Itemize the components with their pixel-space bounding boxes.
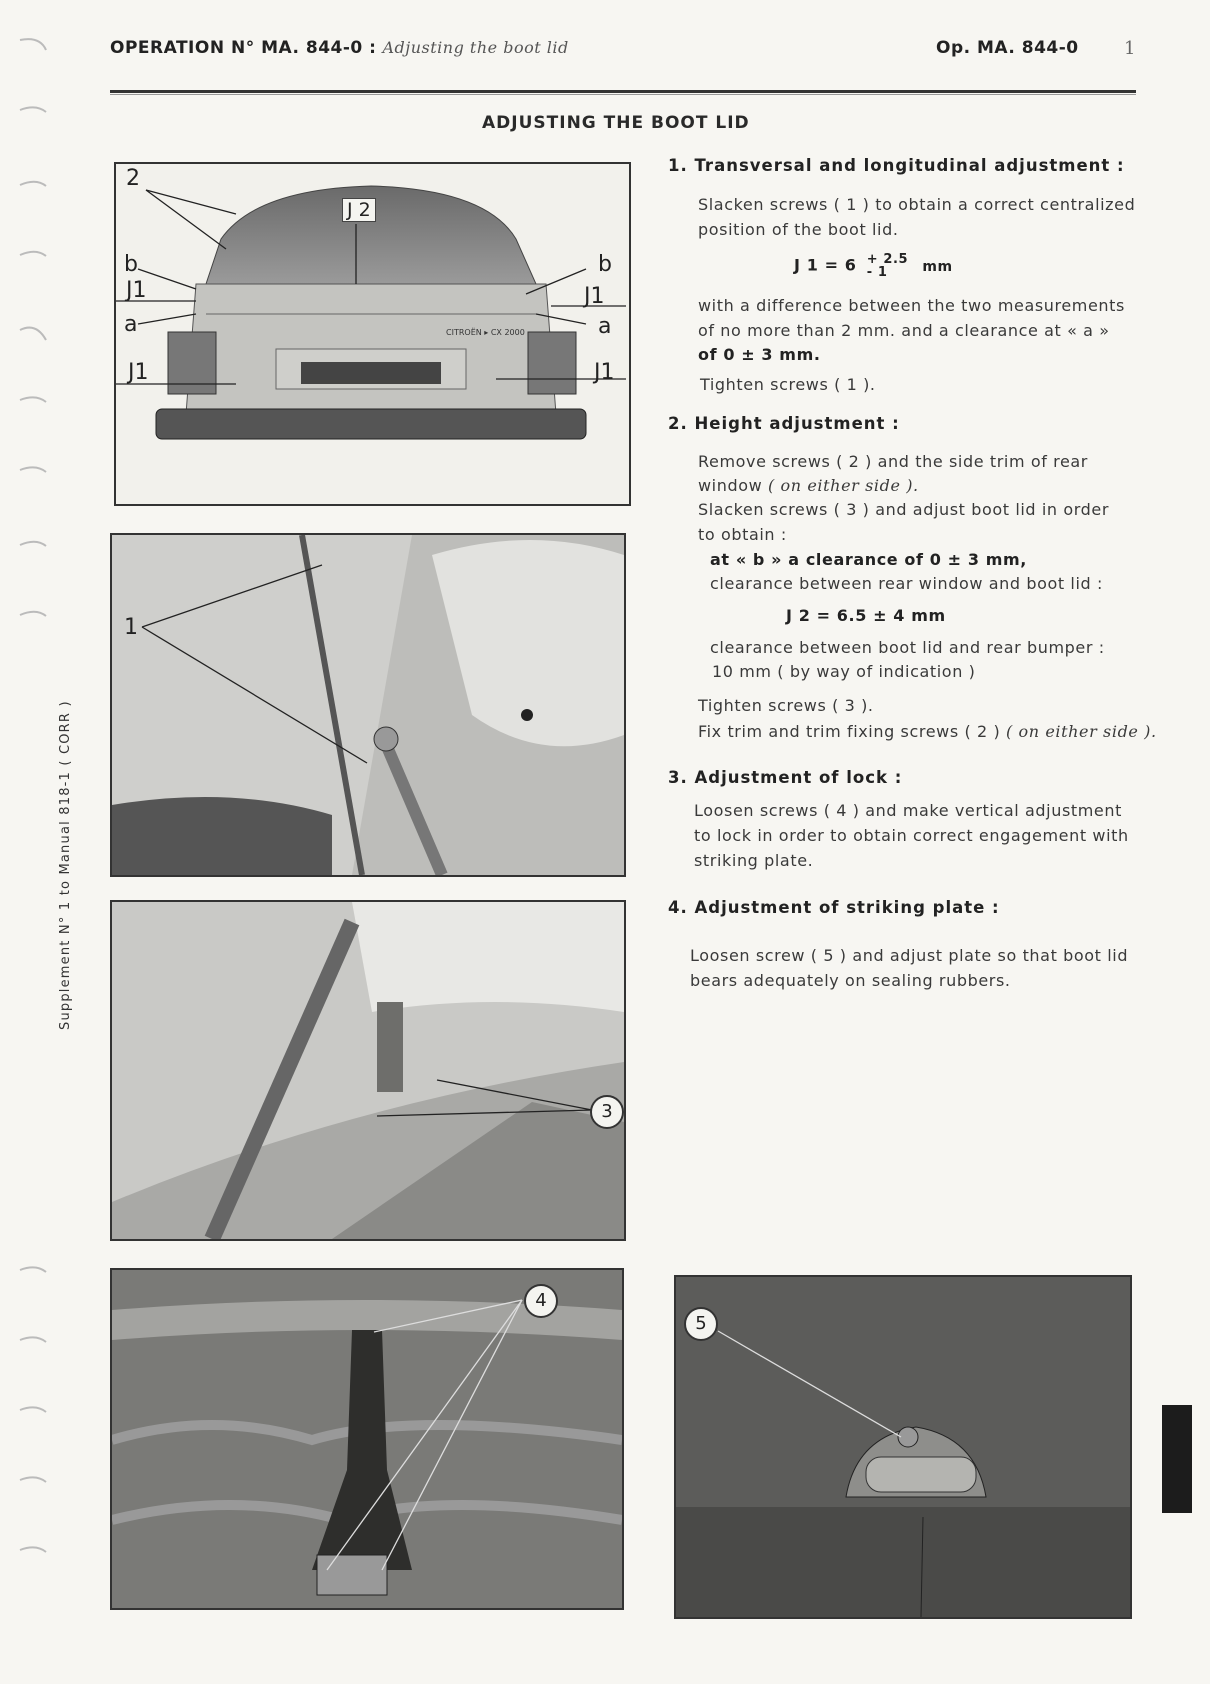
formula-j1 — [794, 253, 953, 279]
figure-lid-screws — [110, 900, 626, 1241]
figure-striking-plate — [674, 1275, 1132, 1619]
figure-car-rear — [114, 162, 631, 506]
section-3 — [668, 768, 902, 787]
car-badge: CITROËN ▸ CX 2000 — [446, 328, 525, 337]
section-1-heading: 1. Transversal and longitudinal adjustment : — [668, 156, 1125, 175]
section-2-p4-either-side: ( on either side ). — [1005, 722, 1157, 741]
header-rule — [110, 90, 1136, 93]
header-operation — [110, 38, 569, 58]
section-2-p4-text: Fix trim and trim fixing screws ( 2 ) — [698, 722, 1001, 741]
section-1-p1: Slacken screws ( 1 ) to obtain a correct centralized position of the boot lid. — [698, 195, 1136, 239]
label-j1-right-top: J1 — [584, 284, 605, 309]
section-4 — [668, 898, 1000, 917]
section-1-p4: Tighten screws ( 1 ). — [700, 375, 876, 394]
label-b-left: b — [124, 252, 138, 277]
label-a-left: a — [124, 312, 138, 337]
section-2-bullet-b: at « b » a clearance of 0 ± 3 mm, — [710, 550, 1027, 569]
page-title: ADJUSTING THE BOOT LID — [482, 113, 750, 133]
section-2-p4 — [698, 722, 1157, 741]
section-2-p2: Slacken screws ( 3 ) and adjust boot lid in order to obtain : — [698, 500, 1109, 544]
header-rule-thin — [110, 94, 1136, 95]
page-number: 1 — [1124, 38, 1136, 59]
label-4: 4 — [524, 1284, 558, 1318]
label-b-right: b — [598, 252, 612, 277]
formula-j1-unit: mm — [922, 258, 953, 275]
section-2-p1-window: window — [698, 476, 763, 495]
section-1-p2: with a difference between the two measurements of no more than 2 mm. and a clearance at « a » — [698, 296, 1125, 340]
label-5: 5 — [684, 1307, 718, 1341]
lid-strut-illustration — [112, 902, 624, 1239]
section-4-heading: 4. Adjustment of striking plate : — [668, 898, 1000, 917]
section-3-p1: Loosen screws ( 4 ) and make vertical adjustment to lock in order to obtain correct engagement with striking plate. — [694, 801, 1129, 870]
formula-j1-sup: + 2.5 — [866, 252, 909, 267]
operation-subtitle: Adjusting the boot lid — [382, 38, 569, 57]
label-j1-left-top: J1 — [126, 278, 147, 303]
formula-j1-sub: - 1 — [866, 265, 888, 280]
label-a-right: a — [598, 314, 612, 339]
hinge-illustration — [112, 535, 624, 875]
section-2-p1-either-side: ( on either side ). — [768, 476, 919, 495]
section-4-p1: Loosen screw ( 5 ) and adjust plate so that boot lid bears adequately on sealing rubbers. — [690, 946, 1129, 990]
section-2-bullet-bumper-value: 10 mm ( by way of indication ) — [712, 662, 976, 681]
formula-j1-lhs: J 1 = 6 — [794, 255, 857, 275]
section-2 — [668, 414, 900, 433]
section-2-heading: 2. Height adjustment : — [668, 414, 900, 433]
operation-number: OPERATION N° MA. 844-0 : — [110, 38, 377, 58]
section-2-bullet-j2: clearance between rear window and boot lid : — [710, 574, 1103, 593]
margin-note: Supplement N° 1 to Manual 818-1 ( CORR ) — [58, 700, 73, 1030]
label-j2: J 2 — [342, 198, 376, 222]
lock-illustration — [112, 1270, 622, 1608]
label-1: 1 — [124, 615, 138, 640]
binder-marks — [0, 0, 60, 1684]
formula-j2: J 2 = 6.5 ± 4 mm — [786, 606, 946, 625]
section-1-p3: of 0 ± 3 mm. — [698, 345, 821, 364]
figure-hinge-screws — [110, 533, 626, 877]
operation-reference: Op. MA. 844-0 — [936, 38, 1079, 58]
label-j1-left-bottom: J1 — [128, 360, 149, 385]
section-2-p1: Remove screws ( 2 ) and the side trim of rear — [698, 452, 1088, 471]
section-2-p1-line2 — [698, 476, 919, 495]
label-3: 3 — [590, 1095, 624, 1129]
section-3-heading: 3. Adjustment of lock : — [668, 768, 903, 787]
section-2-p3: Tighten screws ( 3 ). — [698, 696, 874, 715]
section-1 — [668, 156, 1125, 175]
striking-plate-illustration — [676, 1277, 1130, 1617]
label-2: 2 — [126, 166, 140, 191]
figure-lock — [110, 1268, 624, 1610]
thumb-index-tab — [1162, 1405, 1192, 1513]
label-j1-right-bottom: J1 — [594, 360, 615, 385]
section-2-bullet-bumper: clearance between boot lid and rear bumper : — [710, 638, 1105, 657]
